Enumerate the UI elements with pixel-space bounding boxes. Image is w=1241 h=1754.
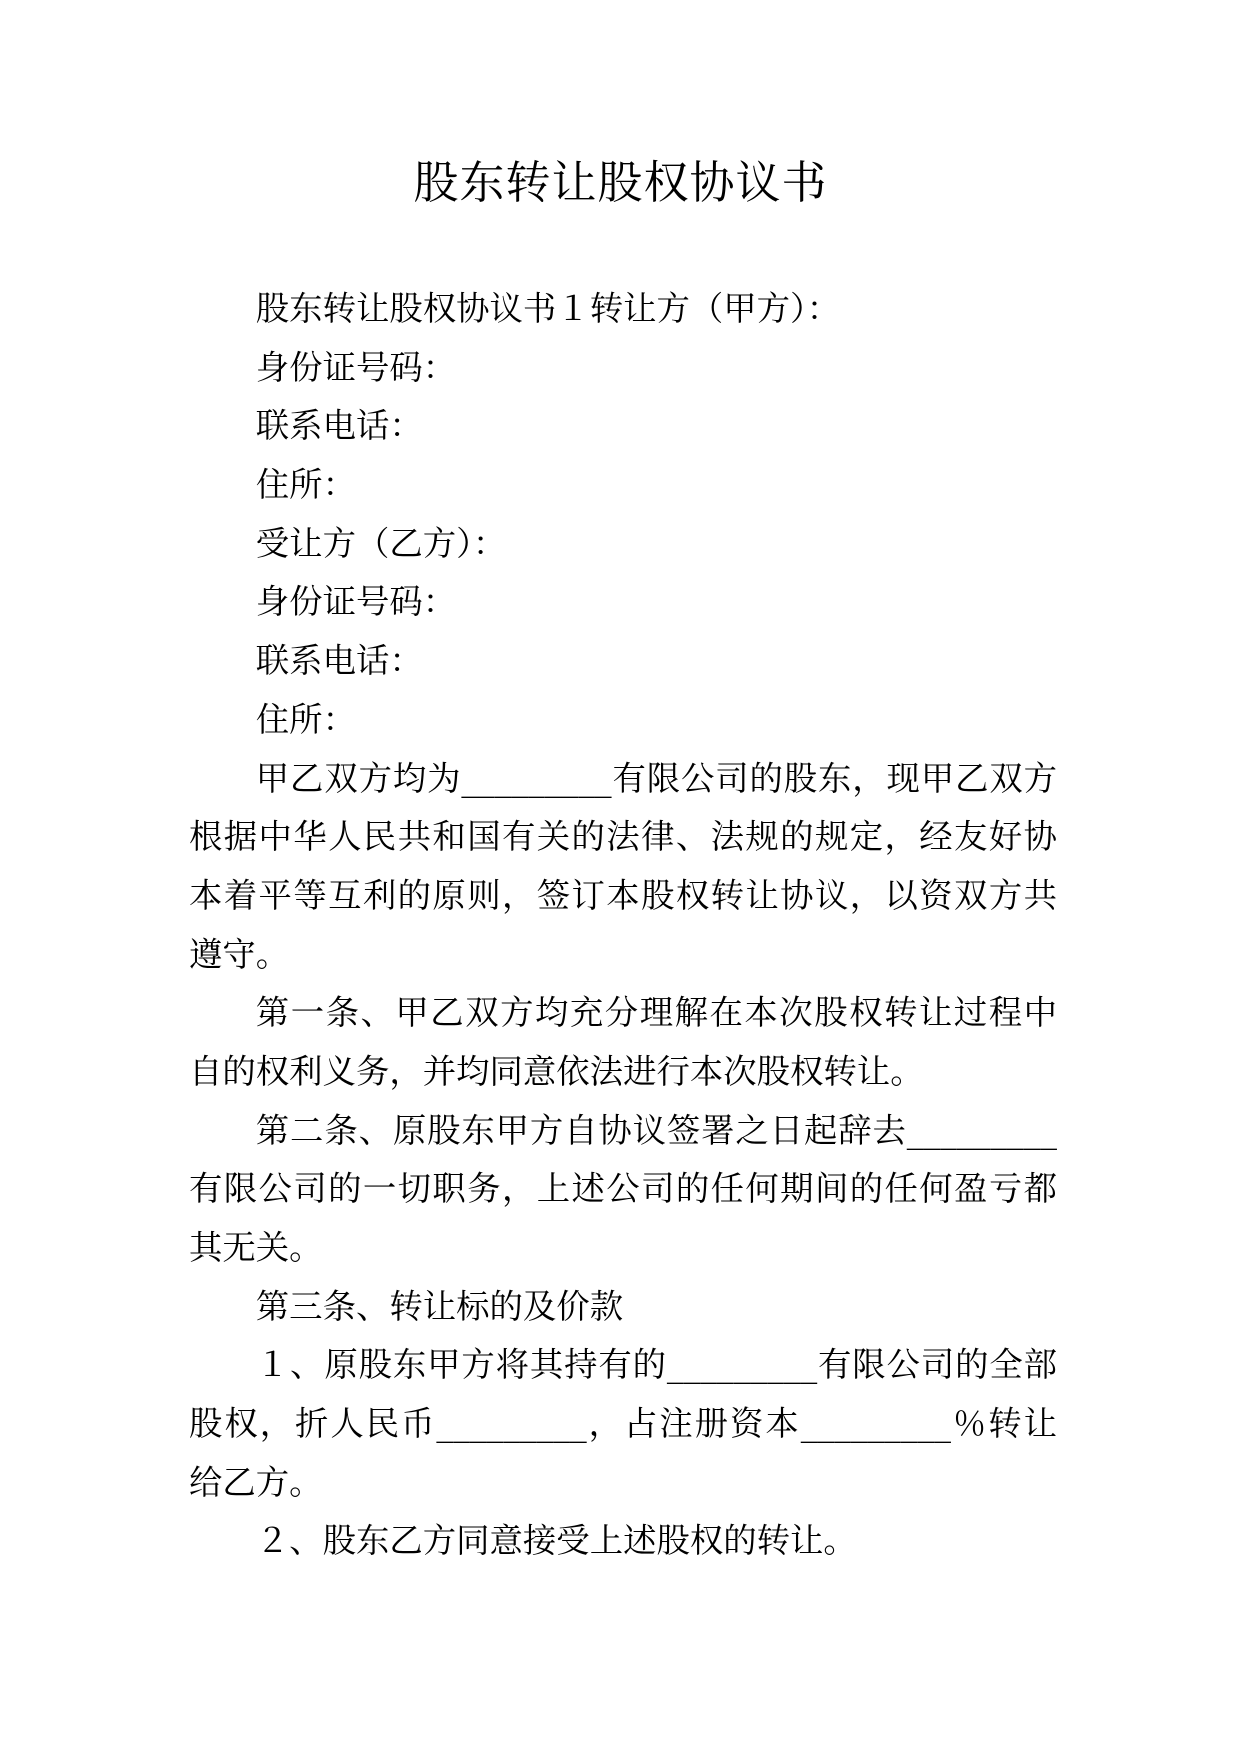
- document-line: 自的权利义务，并均同意依法进行本次股权转让。: [189, 1051, 924, 1091]
- transferee-address-label: [189, 691, 1057, 750]
- document-line: 有限公司的一切职务，上述公司的任何期间的任何盈亏都: [189, 1169, 1057, 1209]
- article-3-clause-2: [189, 1512, 1057, 1571]
- document-line: 第三条、转让标的及价款: [255, 1286, 624, 1326]
- transferee-id-label: [189, 573, 1057, 632]
- document-line: 身份证号码：: [255, 347, 457, 387]
- document-body: [189, 280, 1057, 1571]
- document-line: 第一条、甲乙双方均充分理解在本次股权转让过程中: [255, 993, 1057, 1033]
- document-line: 根据中华人民共和国有关的法律、法规的规定，经友好协: [189, 817, 1057, 857]
- article-3-heading: [189, 1278, 1057, 1337]
- document-line: 本着平等互利的原则，签订本股权转让协议，以资双方共: [189, 875, 1057, 915]
- document-line: 遵守。: [189, 934, 290, 974]
- document-line: 甲乙双方均为_________有限公司的股东，现甲乙双方: [255, 758, 1057, 798]
- transferor-id-label: [189, 339, 1057, 398]
- article-1: [189, 984, 1057, 1101]
- document-line: 其无关。: [189, 1228, 323, 1267]
- transferor-phone-label: [189, 397, 1057, 456]
- document-line: 住所：: [255, 699, 356, 739]
- document-line: 受让方（乙方）：: [255, 523, 507, 563]
- document-line: 股权，折人民币_________，占注册资本_________％转让: [189, 1404, 1057, 1444]
- document-line: 身份证号码：: [255, 582, 457, 622]
- document-line: 住所：: [255, 465, 356, 505]
- document-line: ２、股东乙方同意接受上述股权的转让。: [255, 1521, 857, 1561]
- document-title: 股东转让股权协议书: [413, 156, 828, 209]
- transferee-heading: [189, 515, 1057, 574]
- preamble-paragraph: [189, 750, 1057, 985]
- transferor-address-label: [189, 456, 1057, 515]
- article-3-clause-1: [189, 1336, 1057, 1512]
- transferor-heading: [189, 280, 1057, 339]
- document-line: 股东转让股权协议书１转让方（甲方）：: [255, 289, 841, 328]
- transferee-phone-label: [189, 632, 1057, 691]
- document-line: １、原股东甲方将其持有的_________有限公司的全部: [255, 1345, 1057, 1385]
- document-line: 联系电话：: [255, 406, 423, 446]
- document-line: 联系电话：: [255, 641, 423, 681]
- document-line: 第二条、原股东甲方自协议签署之日起辞去_________: [255, 1110, 1057, 1150]
- article-2: [189, 1102, 1057, 1278]
- document-line: 给乙方。: [189, 1462, 323, 1502]
